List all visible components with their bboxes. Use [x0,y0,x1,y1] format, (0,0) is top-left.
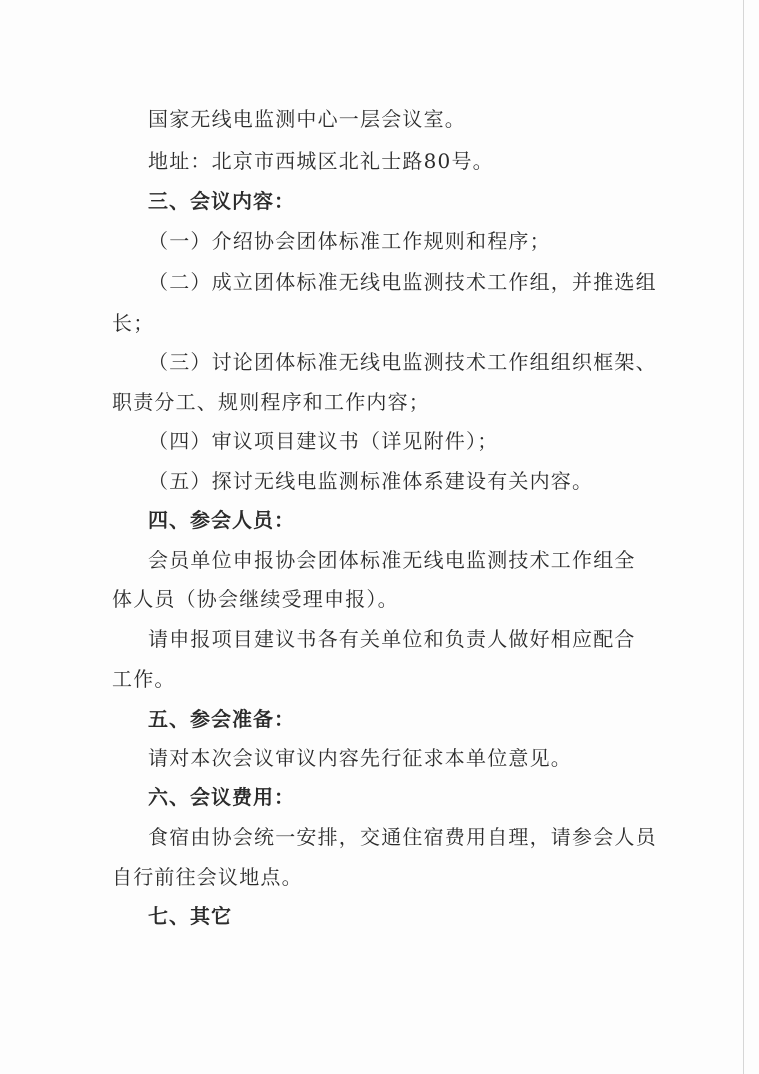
agenda-item-3-line-2: 职责分工、规则程序和工作内容； [112,390,430,414]
applicants-line-1: 请申报项目建议书各有关单位和负责人做好相应配合 [148,627,636,651]
section-4-heading: 四、参会人员： [148,508,295,532]
agenda-item-3-line-1: （三）讨论团体标准无线电监测技术工作组组织框架、 [148,350,657,374]
agenda-item-5: （五）探讨无线电监测标准体系建设有关内容。 [148,469,594,493]
section-7-heading: 七、其它 [148,904,232,928]
agenda-item-1: （一）介绍协会团体标准工作规则和程序； [148,229,551,253]
attendees-line-1: 会员单位申报协会团体标准无线电监测技术工作组全 [148,548,636,572]
attendees-line-2: 体人员（协会继续受理申报）。 [112,587,399,611]
section-3-heading: 三、会议内容： [148,189,295,213]
agenda-item-2-line-2: 长； [112,311,155,335]
fees-line-2: 自行前往会议地点。 [112,865,303,889]
address-text: 地址：北京市西城区北礼士路80号。 [148,149,494,173]
applicants-line-2: 工作。 [112,667,176,691]
fees-line-1: 食宿由协会统一安排，交通住宿费用自理，请参会人员 [148,825,657,849]
section-5-heading: 五、参会准备： [148,707,295,731]
agenda-item-4: （四）审议项目建议书（详见附件）； [148,429,499,453]
agenda-item-2-line-1: （二）成立团体标准无线电监测技术工作组，并推选组 [148,270,657,294]
preparation-text: 请对本次会议审议内容先行征求本单位意见。 [148,746,572,770]
section-6-heading: 六、会议费用： [148,785,295,809]
venue-text: 国家无线电监测中心一层会议室。 [148,107,466,131]
